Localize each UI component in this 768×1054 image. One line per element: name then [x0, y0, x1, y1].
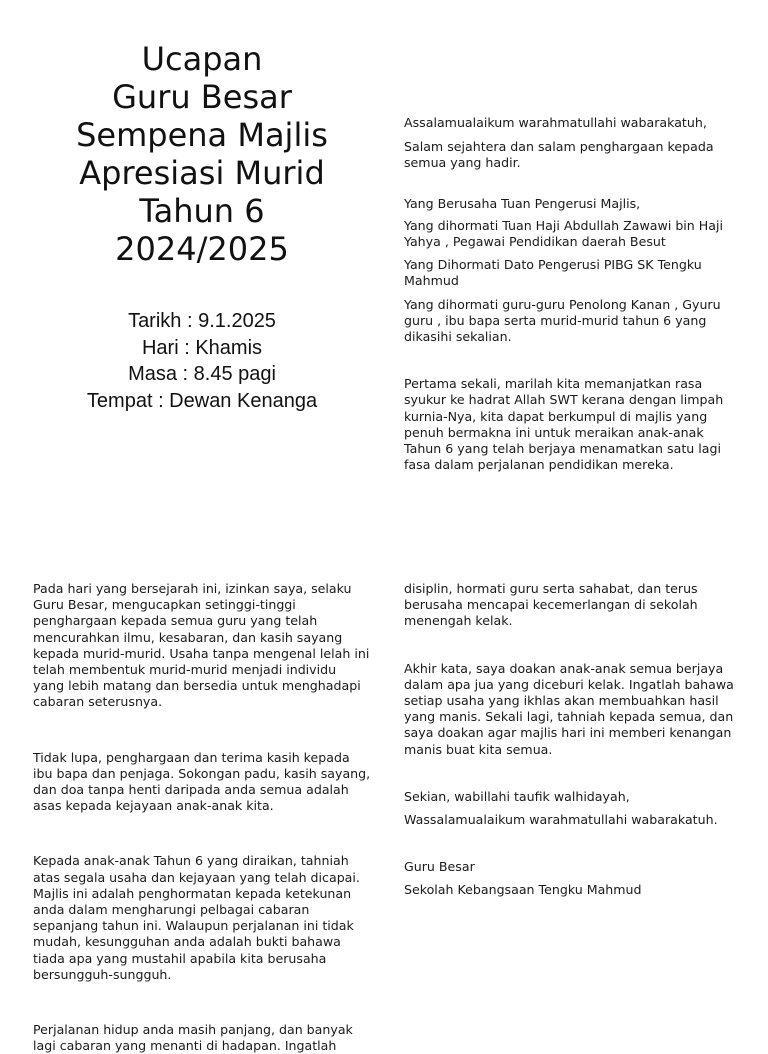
- signoff-school: Sekolah Kebangsaan Tengku Mahmud: [404, 882, 642, 898]
- salam-paragraph: Salam sejahtera dan salam penghargaan kepada semua yang hadir.: [404, 139, 714, 171]
- speech-column-bottom-right: [404, 581, 744, 899]
- honorific-line: Yang dihormati Tuan Haji Abdullah Zawawi bin Haji Yahya , Pegawai Pendidikan daerah Besut: [404, 217, 723, 250]
- speech-column-top-right: [404, 115, 744, 473]
- honorific-line: Yang Berusaha Tuan Pengerusi Majlis,: [404, 195, 641, 211]
- event-date: Tarikh : 9.1.2025: [128, 310, 276, 332]
- title-line: 2024/2025: [115, 230, 289, 268]
- honorific-line: Yang dihormati guru-guru Penolong Kanan , Gyuru guru , ibu bapa serta murid-murid tahun 6 yang dikasihi sekalian.: [404, 296, 721, 345]
- event-venue: Tempat : Dewan Kenanga: [86, 389, 318, 412]
- honorific-line: Yang Dihormati Dato Pengerusi PIBG SK Tengku Mahmud: [404, 257, 702, 289]
- speech-paragraph: Pada hari yang bersejarah ini, izinkan saya, selaku Guru Besar, mengucapkan setinggi-tinggi penghargaan kepada semua guru yang telah mencurahkan ilmu, kesabaran, dan kasih sayang kepada murid-murid. Usaha tanpa mengenal lelah ini telah membentuk murid-murid menjadi individu yang lebih matang dan bersedia untuk menghadapi cabaran seterusnya.: [33, 581, 370, 710]
- title-line: Ucapan: [141, 40, 263, 78]
- signoff-title: Guru Besar: [404, 859, 475, 875]
- closing-line: Sekian, wabillahi taufik walhidayah,: [404, 788, 630, 804]
- closing-line: Wassalamualaikum warahmatullahi wabarakatuh.: [404, 812, 718, 828]
- title-line: Sempena Majlis: [76, 116, 328, 154]
- event-details: [40, 308, 364, 414]
- event-day: Hari : Khamis: [141, 336, 263, 359]
- title-line: Tahun 6: [139, 192, 265, 230]
- event-time: Masa : 8.45 pagi: [128, 363, 276, 385]
- title-line: Guru Besar: [112, 78, 292, 116]
- speech-paragraph: disiplin, hormati guru serta sahabat, dan terus berusaha mencapai kecemerlangan di sekolah menengah kelak.: [404, 581, 698, 629]
- speech-paragraph: Tidak lupa, penghargaan dan terima kasih kepada ibu bapa dan penjaga. Sokongan padu, kasih sayang, dan doa tanpa henti daripada anda semua adalah asas kepada kejayaan anak-anak kita.: [33, 749, 371, 814]
- speech-paragraph: Akhir kata, saya doakan anak-anak semua berjaya dalam apa jua yang diceburi kelak. Ingatlah bahawa setiap usaha yang ikhlas akan membuahkan hasil yang manis. Sekali lagi, tahniah kepada semua, dan saya doakan agar majlis hari ini memberi kenangan manis buat kita semua.: [404, 660, 734, 757]
- speech-paragraph: Perjalanan hidup anda masih panjang, dan banyak lagi cabaran yang menanti di hadapan. Ingatlah: [33, 1022, 353, 1054]
- speech-paragraph: Pertama sekali, marilah kita memanjatkan rasa syukur ke hadrat Allah SWT kerana dengan limpah kurnia-Nya, kita dapat berkumpul di majlis yang penuh bermakna ini untuk meraikan anak-anak Tahun 6 yang telah berjaya menamatkan satu lagi fasa dalam perjalanan pendidikan mereka.: [404, 376, 724, 473]
- speech-column-bottom-left: [33, 581, 371, 1054]
- title-line: Apresiasi Murid: [79, 154, 325, 192]
- document-title: [40, 40, 364, 268]
- greeting: Assalamualaikum warahmatullahi wabarakatuh,: [404, 115, 707, 130]
- speech-paragraph: Kepada anak-anak Tahun 6 yang diraikan, tahniah atas segala usaha dan kejayaan yang telah dicapai. Majlis ini adalah penghormatan kepada ketekunan anda dalam mengharungi pelbagai cabaran sepanjang tahun ini. Walaupun perjalanan ini tidak mudah, kesungguhan anda adalah bukti bahawa tiada apa yang mustahil apabila kita berusaha bersungguh-sungguh.: [33, 853, 360, 982]
